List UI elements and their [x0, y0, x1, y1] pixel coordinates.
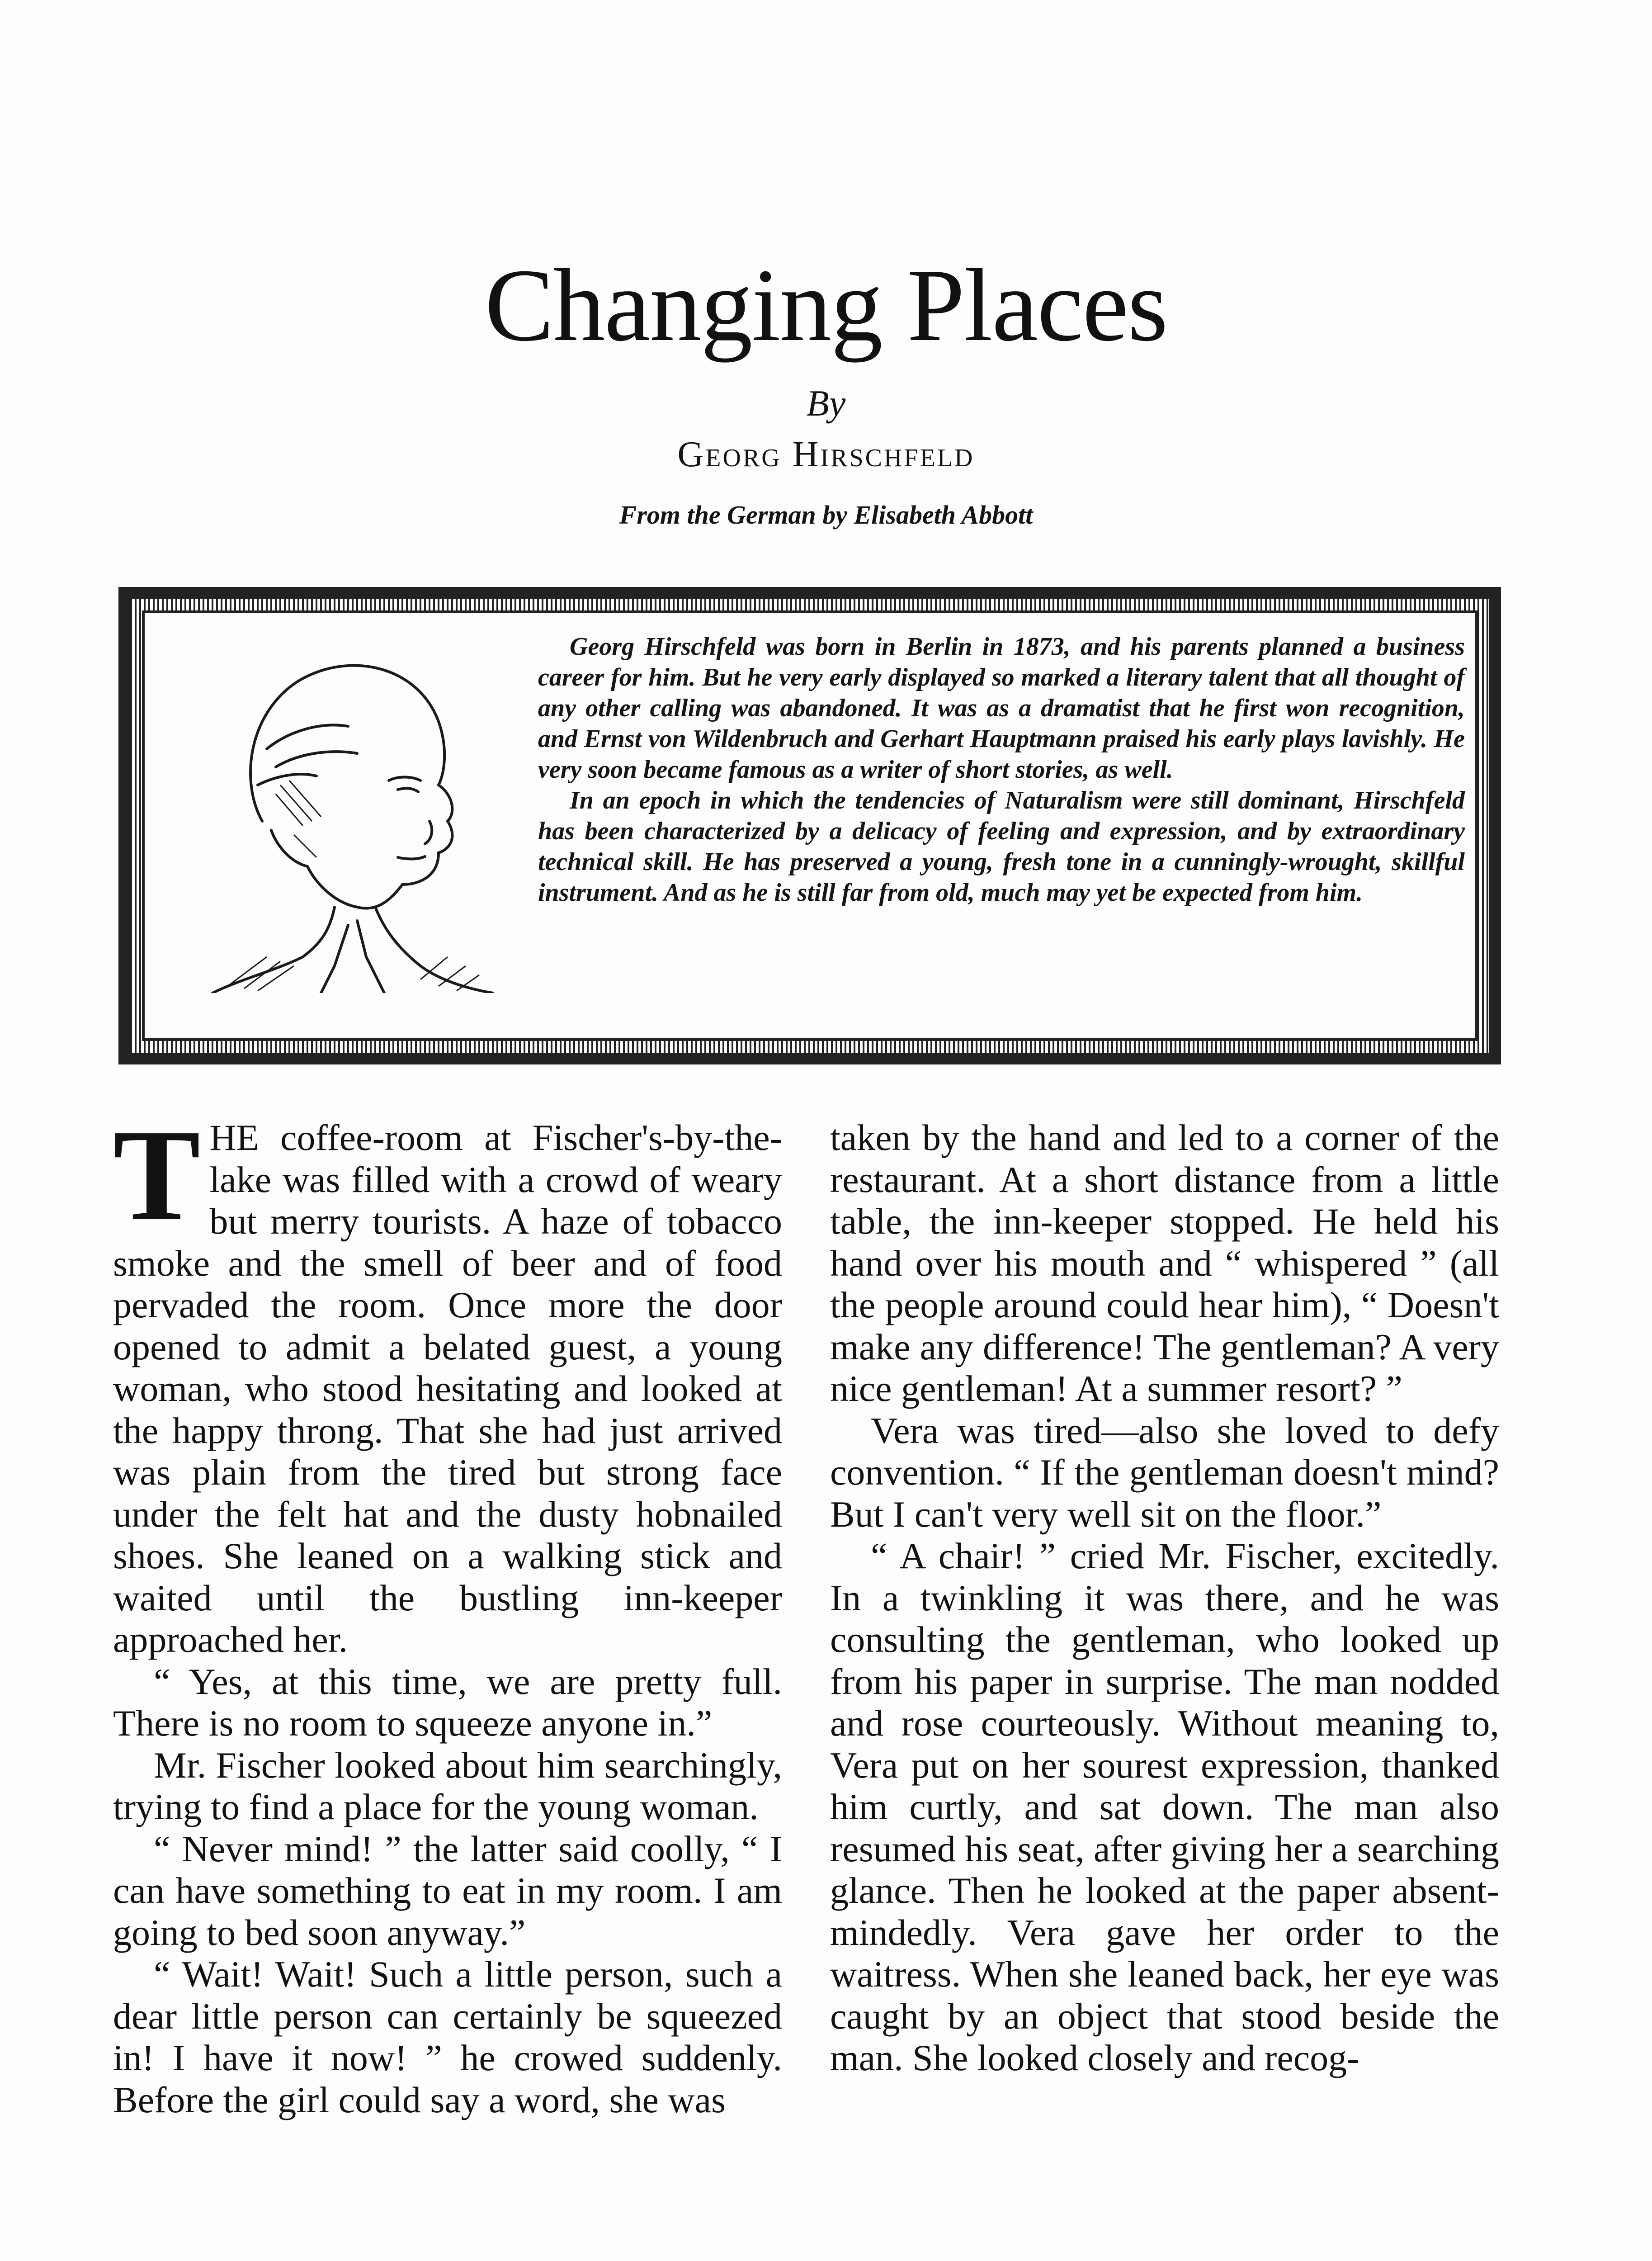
portrait-sketch-icon [185, 631, 502, 993]
story-paragraph: THE coffee-room at Fischer's-by-the-lake was filled with a crowd of weary but merry tourists. A haze of tobacco smoke and the smell of beer and of food pervaded the room. Once more the door opened to admit a belated guest, a young woman, who stood hesitating and looked at the happy throng. That she had just arrived was plain from the tired but strong face under the felt hat and the dusty hobnailed shoes. She leaned on a walking stick and waited until the bustling inn-keeper approached her. [113, 1102, 782, 1660]
author-bio-inner [142, 610, 1477, 1041]
story-paragraph: Mr. Fischer looked about him searchingly, trying to find a place for the young woman. [113, 1744, 782, 1827]
byline-by: By [806, 383, 846, 424]
bio-paragraph: Georg Hirschfeld was born in Berlin in 1873, and his parents planned a business career for him. But he very early displayed so marked a literary talent that all thought of any other calling was abandoned. It was as a dramatist that he first won recognition, and Ernst von Wildenbruch and Gerhart Hauptmann praised his early plays lavishly. He very soon became famous as a writer of short stories, as well. [538, 633, 1465, 784]
story-paragraph: Vera was tired—also she loved to defy convention. “ If the gentleman doesn't mind? But I can't very well sit on the floor.” [830, 1410, 1499, 1535]
drop-cap: T [113, 1102, 201, 1248]
author-bio-text [538, 631, 1465, 908]
author-name: Georg Hirschfeld [677, 435, 975, 474]
story-column-left [113, 1102, 782, 2121]
story-column-right [830, 1117, 1499, 2079]
article-title: Changing Places [485, 247, 1167, 363]
bio-paragraph: In an epoch in which the tendencies of Naturalism were still dominant, Hirschfeld has been characterized by a delicacy of feeling and expression, and by extraordinary technical skill. He has preserved a young, fresh tone in a cunningly-wrought, skillful instrument. And as he is still far from old, much may yet be expected from him. [538, 786, 1465, 907]
story-paragraph: “ Yes, at this time, we are pretty full. There is no room to squeeze anyone in.” [113, 1660, 782, 1744]
story-paragraph: “ Never mind! ” the latter said coolly, “ I can have something to eat in my room. I am going to bed soon anyway.” [113, 1828, 782, 1953]
story-paragraph: taken by the hand and led to a corner of the restaurant. At a short distance from a little table, the inn-keeper stopped. He held his hand over his mouth and “ whispered ” (all the people around could hear him), “ Doesn't make any difference! The gentleman? A very nice gentleman! At a summer resort? ” [830, 1117, 1499, 1409]
story-paragraph: “ Wait! Wait! Such a little person, such a dear little person can certainly be squeezed in! I have it now! ” he crowed suddenly. Before the girl could say a word, she was [113, 1954, 782, 2120]
story-paragraph: “ A chair! ” cried Mr. Fischer, excitedly. In a twinkling it was there, and he was consulting the gentleman, who looked up from his paper in surprise. The man nodded and rose courteously. Without meaning to, Vera put on her sourest expression, thanked him curtly, and sat down. The man also resumed his seat, after giving her a searching glance. Then he looked at the paper absent-mindedly. Vera gave her order to the waitress. When she leaned back, her eye was caught by an object that stood beside the man. She looked closely and recog- [830, 1535, 1500, 2078]
translator-credit: From the German by Elisabeth Abbott [619, 500, 1033, 530]
author-bio-box [118, 587, 1501, 1064]
